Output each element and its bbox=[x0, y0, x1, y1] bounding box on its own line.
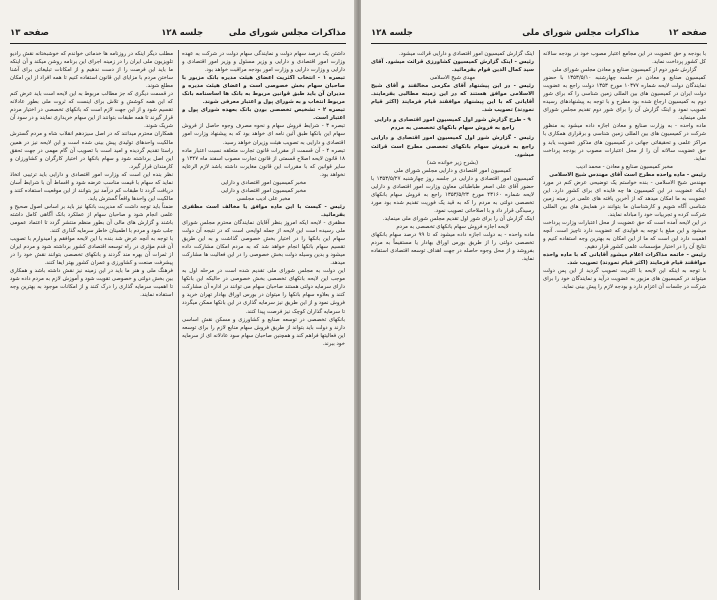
left-page-number: صفحه ۱۳ bbox=[10, 28, 49, 38]
paragraph: داشتن یک درصد سهام دولت و نمایندگی سهام دولت در شرکت به عهده وزارت امور اقتصادی و دارایی و وزیر مسئول و وزیر امور اقتصادی و دارایی و وزارت دارایی و وزارت امور بودجه مراقبت خواهد بود. bbox=[182, 51, 345, 74]
paragraph: تبصره ۴ - آن قسمت از مقررات قانون تجارت متعلقه نسبت اعتبار ماده ۱۸ قانون لایحه اصلاح قسمتی از قانون تجارت مصوب اسفند ماه ۱۳۴۷ و سایر قوانین که با مقررات این قانون مغایرت داشته باشد لازم الرعایه نخواهد بود. bbox=[182, 147, 345, 178]
right-page-column-divider bbox=[539, 50, 540, 590]
paragraph: در قسمت دیگری که جز مطالب مربوط به این لایحه است باید عرض کنم که این همه کوشش و تلاش برای اینست که ثروت ملی بطور عادلانه تقسیم شود و از این جهت لازم است که بانکهای تخصصی در اختیار مردم قرار گیرند تا همه طبقات بتوانند از این سهام خریداری نمایند و در سود آن شریک شوند. bbox=[10, 91, 173, 130]
paragraph: لایحه اجازه فروش سهام بانکهای تخصصی به مردم bbox=[396, 223, 509, 230]
paragraph: مهندس شیخ الاسلامی - بنده خواستم یک توضیحی عرض کنم در مورد اینکه عضویت در این کمیسیون ها چه فایده ای برای کشور دارد. این عضویت به ما امکان میدهد که از آخرین یافته های علمی در زمینه زمین شناسی آگاه شویم و کارشناسان ما بتوانند در همایش های بین المللی شرکت کرده و تجربیات خود را مبادله نمایند. bbox=[543, 179, 706, 218]
paragraph: مطلب دیگر اینکه در روزنامه ها خدماتی خواندم که خوشبختانه نقش رادیو تلویزیون ملی ایران را در زمینه اجرای این برنامه روشن میکند و آن اینکه ما باید این فرصت را از دست ندهیم و از امکانات تبلیغاتی برای آشنا ساختن مردم با مزایای این قانون استفاده کنیم تا همه افراد از این امکان مطلع شوند. bbox=[10, 51, 173, 90]
paragraph: نظر بنده این است که وزارت امور اقتصادی و دارایی باید ترتیبی اتخاذ نماید که سهام با قیمت مناسب عرضه شود و اقساط آن با شرایط آسان دریافت گردد تا طبقات کم درآمد نیز بتوانند از این موقعیت استفاده کنند و مالکیت این واحدها واقعاً گسترش یابد. bbox=[10, 171, 173, 202]
paragraph: ماده واحده - به وزارت صنایع و معادن اجازه داده میشود به منظور شرکت در کمیسیون های بین المللی زمین شناسی و برقراری همکاری با مراکز علمی و تحقیقاتی جهانی در کمیسیون های مذکور عضویت یابد و حق عضویت سالانه آن را از محل اعتبارات مصوب در بودجه پرداخت نماید. bbox=[543, 123, 706, 162]
right-page bbox=[361, 0, 717, 600]
right-page-title: مذاکرات مجلس شورای ملی bbox=[522, 28, 640, 38]
paragraph: با توجه به آنچه عرض شد بنده با این لایحه موافقم و امیدوارم با تصویب آن قدم مؤثری در راه توسعه اقتصادی کشور برداشته شود و مردم ایران از ثمرات آن بهره مند گردند و بانکهای تخصصی بتوانند نقش خود را در پیشرفت صنعت و کشاورزی و عمران کشور بهتر ایفا کنند. bbox=[10, 236, 173, 267]
paragraph: مهدی شیخ الاسلامی bbox=[429, 75, 476, 82]
paragraph: تبصره ۳ - شرایط فروش سهام و نحوه مصرف وجوه حاصل از فروش سهام این بانکها طبق آئین نامه ای خواهد بود که به پیشنهاد وزارت امور اقتصادی و دارایی به تصویب هیئت وزیران خواهد رسید. bbox=[182, 123, 345, 146]
paragraph: تبصره ۱ - انتخاب اکثریت اعضای هیئت مدیره بانک مزبور با صاحبان سهام بخش خصوصی است و اعضای هیئت مدیره و مدیران آن باید طبق قوانین مربوط به بانک ها اساسنامه بانک مربوط انتخاب و به شورای پول و اعتبار معرفی شوند. bbox=[182, 75, 345, 106]
left-page-column-divider bbox=[178, 50, 179, 590]
paragraph: رئیس - در این پیشنهاد آقای مکرمی مخالفند و آقای شیخ الاسلامی موافق هستند که در این زمینه مطالبی بفرمایند. آقایانی که با این پیشنهاد موافقند قیام فرمایند (اکثر قیام نمودند) تصویب شد. bbox=[371, 83, 534, 114]
paragraph: کمیسیون صنایع و معادن در جلسه چهارشنبه ۱۳۵۳/۵/۱۰ با حضور نمایندگان دولت لایحه شماره ۱۰۳۷۷ مورخ ۱۳۵۳ دولت راجع به عضویت دولت ایران در کمیسیون های بین المللی زمین شناسی را که برای شور دوم به کمیسیون ارجاع شده بود مطرح و با توجه به پیشنهادهای رسیده تصویب نمود و اینک گزارش آن را برای شور دوم تقدیم مجلس شورای ملی مینماید. bbox=[543, 75, 706, 122]
paragraph: مخبر کمیسیون امور اقتصادی و دارایی bbox=[220, 179, 307, 186]
paragraph: ضمناً باید توجه داشت که مدیریت بانکها نیز باید بر اساس اصول صحیح و علمی انجام شود و صاحبان سهام از عملکرد بانک آگاهی کامل داشته باشند و گزارش های مالی آن بطور منظم منتشر گردد تا اعتماد عمومی جلب شود و مردم با اطمینان خاطر سرمایه گذاری کنند. bbox=[10, 203, 173, 235]
paragraph: اینک گزارش کمیسیون امور اقتصادی و دارایی قرائت میشود. bbox=[399, 51, 534, 57]
paragraph: تبصره ۲ - تشخیص تخصصی بودن بانک بعهده شورای پول و اعتبار است. bbox=[182, 107, 345, 122]
paragraph: (بشرح زیر خوانده شد) bbox=[426, 159, 479, 166]
paragraph: مخبر کمیسیون امور اقتصادی و دارایی bbox=[220, 187, 307, 194]
paragraph: رئیس - خاتمه مذاکرات اعلام میشود آقایانی که با ماده واحده موافقند قیام فرمایند (اکثر قیام نمودند) تصویب شد. bbox=[543, 252, 706, 267]
right-header-rule bbox=[371, 43, 707, 44]
paragraph: با توجه به اینکه این لایحه با اکثریت تصویب گردید از این پس دولت میتواند در کمیسیون های مزبور به عضویت درآید و نمایندگان خود را برای شرکت در جلسات آن اعزام دارد و بودجه لازم را پیش بینی نماید. bbox=[543, 268, 706, 291]
paragraph: رئیس - کیست با این ماده موافق یا مخالف است مظفری بفرمائید. bbox=[182, 203, 345, 218]
paragraph: در این لایحه آمده است که حق عضویت از محل اعتبارات وزارت پرداخت میشود و این مبلغ با توجه به فوایدی که عضویت دارد ناچیز است. آنچه اهمیت دارد این است که ما از این امکان به بهترین وجه استفاده کنیم و نتایج آن را در اختیار مؤسسات علمی کشور قرار دهیم. bbox=[543, 219, 706, 251]
section-heading: ۹ - طرح گزارش شور اول کمیسیون امور اقتصادی و دارایی راجع به فروش سهام بانکهای تخصصی به مردم bbox=[374, 117, 531, 132]
paragraph: مظفری - لایحه ایکه امروز بنظر آقایان نمایندگان محترم مجلس شورای ملی رسیده است این لایحه از جمله لوایحی است که در نتیجه آن دولت سهام این بانکها را در اختیار بخش خصوصی گذاشت و به این طریق تقسیم سهام بانکها انجام خواهد شد که به مردم امکان مشارکت داده میشود و بدین وسیله دولت بخش خصوصی را در این فعالیت ها مشارکت میدهد. bbox=[182, 219, 345, 267]
paragraph: رئیس - ماده واحده مطرح است آقای مهندس شیخ الاسلامی bbox=[549, 171, 706, 178]
paragraph: اینک گزارش آن را برای شور اول تقدیم مجلس شورای ملی مینماید. bbox=[382, 215, 534, 222]
right-page-right-column bbox=[543, 50, 706, 590]
paragraph: کمیسیون امور اقتصادی و دارایی در جلسه روز چهارشنبه ۱۳۵۳/۵/۲۷ با حضور آقای علی اصغر طباطبائی معاون وزارت امور اقتصادی و دارایی لایحه شماره ۴۳۱۶۰ مورخ ۱۳۵۳/۵/۲۳ راجع به فروش سهام بانکهای تخصصی دولتی به مردم را که به قید یک فوریت تقدیم شده بود مورد رسیدگی قرار داد و با اصلاحاتی تصویب نمود. bbox=[371, 175, 534, 214]
left-page-right-column bbox=[182, 50, 345, 590]
right-page-session: جلسه ۱۲۸ bbox=[371, 28, 413, 38]
left-page bbox=[0, 0, 356, 600]
right-page-left-column bbox=[371, 50, 534, 590]
paragraph: فرهنگ ملی و هنر ما باید در این زمینه نیز نقش داشته باشد و همکاری بین بخش دولتی و خصوصی تقویت شود و آموزش لازم به مردم داده شود تا اهمیت سرمایه گذاری را درک کنند و از امکانات موجود به بهترین وجه استفاده نمایند. bbox=[10, 268, 173, 299]
paragraph: مخبر علی ادیب مجلسی bbox=[236, 195, 291, 202]
left-page-header bbox=[10, 26, 346, 42]
paragraph: مخبر کمیسیون صنایع و معادن - محمد ادیب bbox=[576, 163, 673, 170]
left-page-left-column bbox=[10, 50, 173, 590]
paragraph: ماده واحده - به دولت اجازه داده میشود که تا ۹۹ درصد سهام بانکهای تخصصی دولتی را از طریق بورس اوراق بهادار یا مستقیماً به مردم بفروشد و از محل وجوه حاصله در جهت اهداف توسعه اقتصادی استفاده نماید. bbox=[371, 232, 534, 263]
paragraph: رئیس - گزارش شور اول کمیسیون امور اقتصادی و دارایی راجع به فروش سهام بانکهای تخصصی مطرح است قرائت میشود. bbox=[371, 135, 534, 158]
paragraph: با بودجه و حق عضویت در این مجامع اعتبار مصوب خود در بودجه سالانه کل کشور پرداخت نماید. bbox=[543, 51, 706, 66]
left-header-rule bbox=[10, 43, 346, 44]
right-page-number: صفحه ۱۲ bbox=[668, 28, 707, 38]
paragraph: این دولت به مجلس شورای ملی تقدیم شده است در مرحله اول به موجب این لایحه بانکهای تخصصی بخش خصوصی در حالیکه این بانکها دارای سرمایه دولتی هستند صاحبان سهام می توانند در اداره آن مشارکت کنند و بعلاوه سهام بانکها را میتوان در بورس اوراق بهادار تهران خرید و فروش نمود و از این طریق نیز سرمایه گذاری در این بانکها ممکن میگردد تا سرمایه گذاران کوچک نیز فرصت پیدا کنند. bbox=[182, 268, 345, 315]
paragraph: رئیس - اینک گزارش کمیسیون کشاورزی قرائت میشود. آقای سید کمال الدین قوام بفرمائید. bbox=[371, 59, 534, 74]
paragraph: همکاران محترم میدانند که در اصل سیزدهم انقلاب شاه و مردم گسترش مالکیت واحدهای تولیدی پیش بینی شده است و این لایحه نیز در همین راستا تقدیم گردیده و امید است با تصویب آن گام مهمی در جهت تحقق این اصل برداشته شود و سهام بانکها در اختیار کارگران و کشاورزان و کارمندان قرار گیرد. bbox=[10, 131, 173, 170]
paragraph: بانکهای تخصصی در توسعه صنایع و کشاورزی و مسکن نقش اساسی دارند و دولت باید بتواند از طریق فروش سهام منابع لازم را برای توسعه این فعالیتها فراهم کند و همچنین صاحبان سهام سود عادلانه ای از سرمایه خود ببرند. bbox=[182, 316, 345, 347]
left-page-title: مذاکرات مجلس شورای ملی bbox=[228, 28, 346, 38]
paragraph: کمیسیون امور اقتصادی و دارایی مجلس شورای ملی bbox=[393, 167, 512, 174]
left-page-session: جلسه ۱۲۸ bbox=[161, 28, 204, 38]
right-page-header bbox=[371, 26, 707, 42]
paragraph: گزارش شور دوم از کمیسیون صنایع و معادن مجلس شورای ملی bbox=[552, 67, 697, 74]
